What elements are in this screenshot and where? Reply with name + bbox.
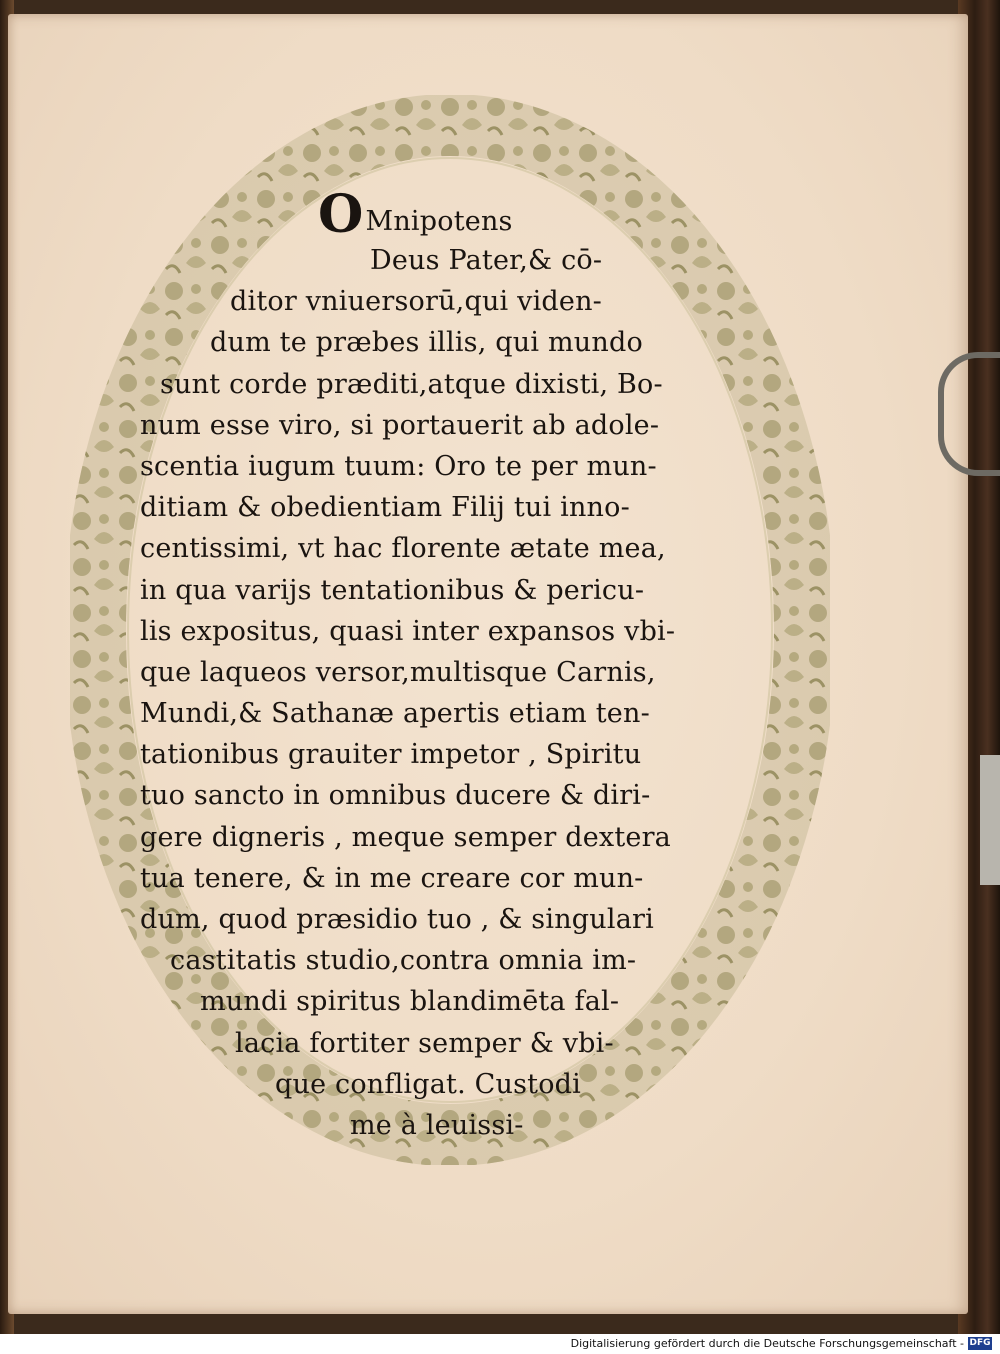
text-line: lis expositus, quasi inter expansos vbi- xyxy=(140,615,676,647)
text-line: num esse viro, si portauerit ab adole- xyxy=(140,409,660,441)
text-line: in qua varijs tentationibus & pericu- xyxy=(140,574,645,606)
text-line: dum te præbes illis, qui mundo xyxy=(210,327,643,359)
text-line: castitatis studio,contra omnia im- xyxy=(170,945,637,977)
text-line: gere digneris , meque semper dextera xyxy=(140,821,671,853)
text-line: tationibus grauiter impetor , Spiritu xyxy=(140,739,642,771)
text-line: lacia fortiter semper & vbi- xyxy=(235,1027,614,1059)
clasp-ring xyxy=(938,352,1000,476)
text-line: ditor vniuersorū,qui viden- xyxy=(230,286,603,318)
text-line: me à leuissi- xyxy=(350,1109,524,1141)
prayer-text xyxy=(140,184,745,1146)
text-line: Deus Pater,& cō- xyxy=(370,245,603,276)
text-line: centissimi, vt hac florente ætate mea, xyxy=(140,533,666,565)
digitization-footer xyxy=(0,1334,1000,1354)
text-line: mundi spiritus blandimēta fal- xyxy=(200,986,620,1018)
drop-initial: O xyxy=(318,184,364,245)
prayer-opening-line xyxy=(140,184,745,245)
page-tab-marker xyxy=(980,755,1000,885)
text-line: dum, quod præsidio tuo , & singulari xyxy=(140,904,654,935)
text-line: Mundi,& Sathanæ apertis etiam ten- xyxy=(140,698,650,730)
text-line: ditiam & obedientiam Filij tui inno- xyxy=(140,492,630,524)
text-line: tuo sancto in omnibus ducere & diri- xyxy=(140,780,651,812)
text-line: que confligat. Custodi xyxy=(275,1068,581,1100)
text-line: sunt corde præditi,atque dixisti, Bo- xyxy=(160,368,663,400)
dfg-logo[interactable]: DFG xyxy=(969,1338,991,1348)
opening-word: Mnipotens xyxy=(365,206,513,237)
funding-credit: Digitalisierung gefördert durch die Deutsche Forschungsgemeinschaft - xyxy=(570,1337,964,1350)
text-line: scentia iugum tuum: Oro te per mun- xyxy=(140,450,657,482)
text-line: que laqueos versor,multisque Carnis, xyxy=(140,656,656,688)
text-line: tua tenere, & in me creare cor mun- xyxy=(140,862,644,894)
